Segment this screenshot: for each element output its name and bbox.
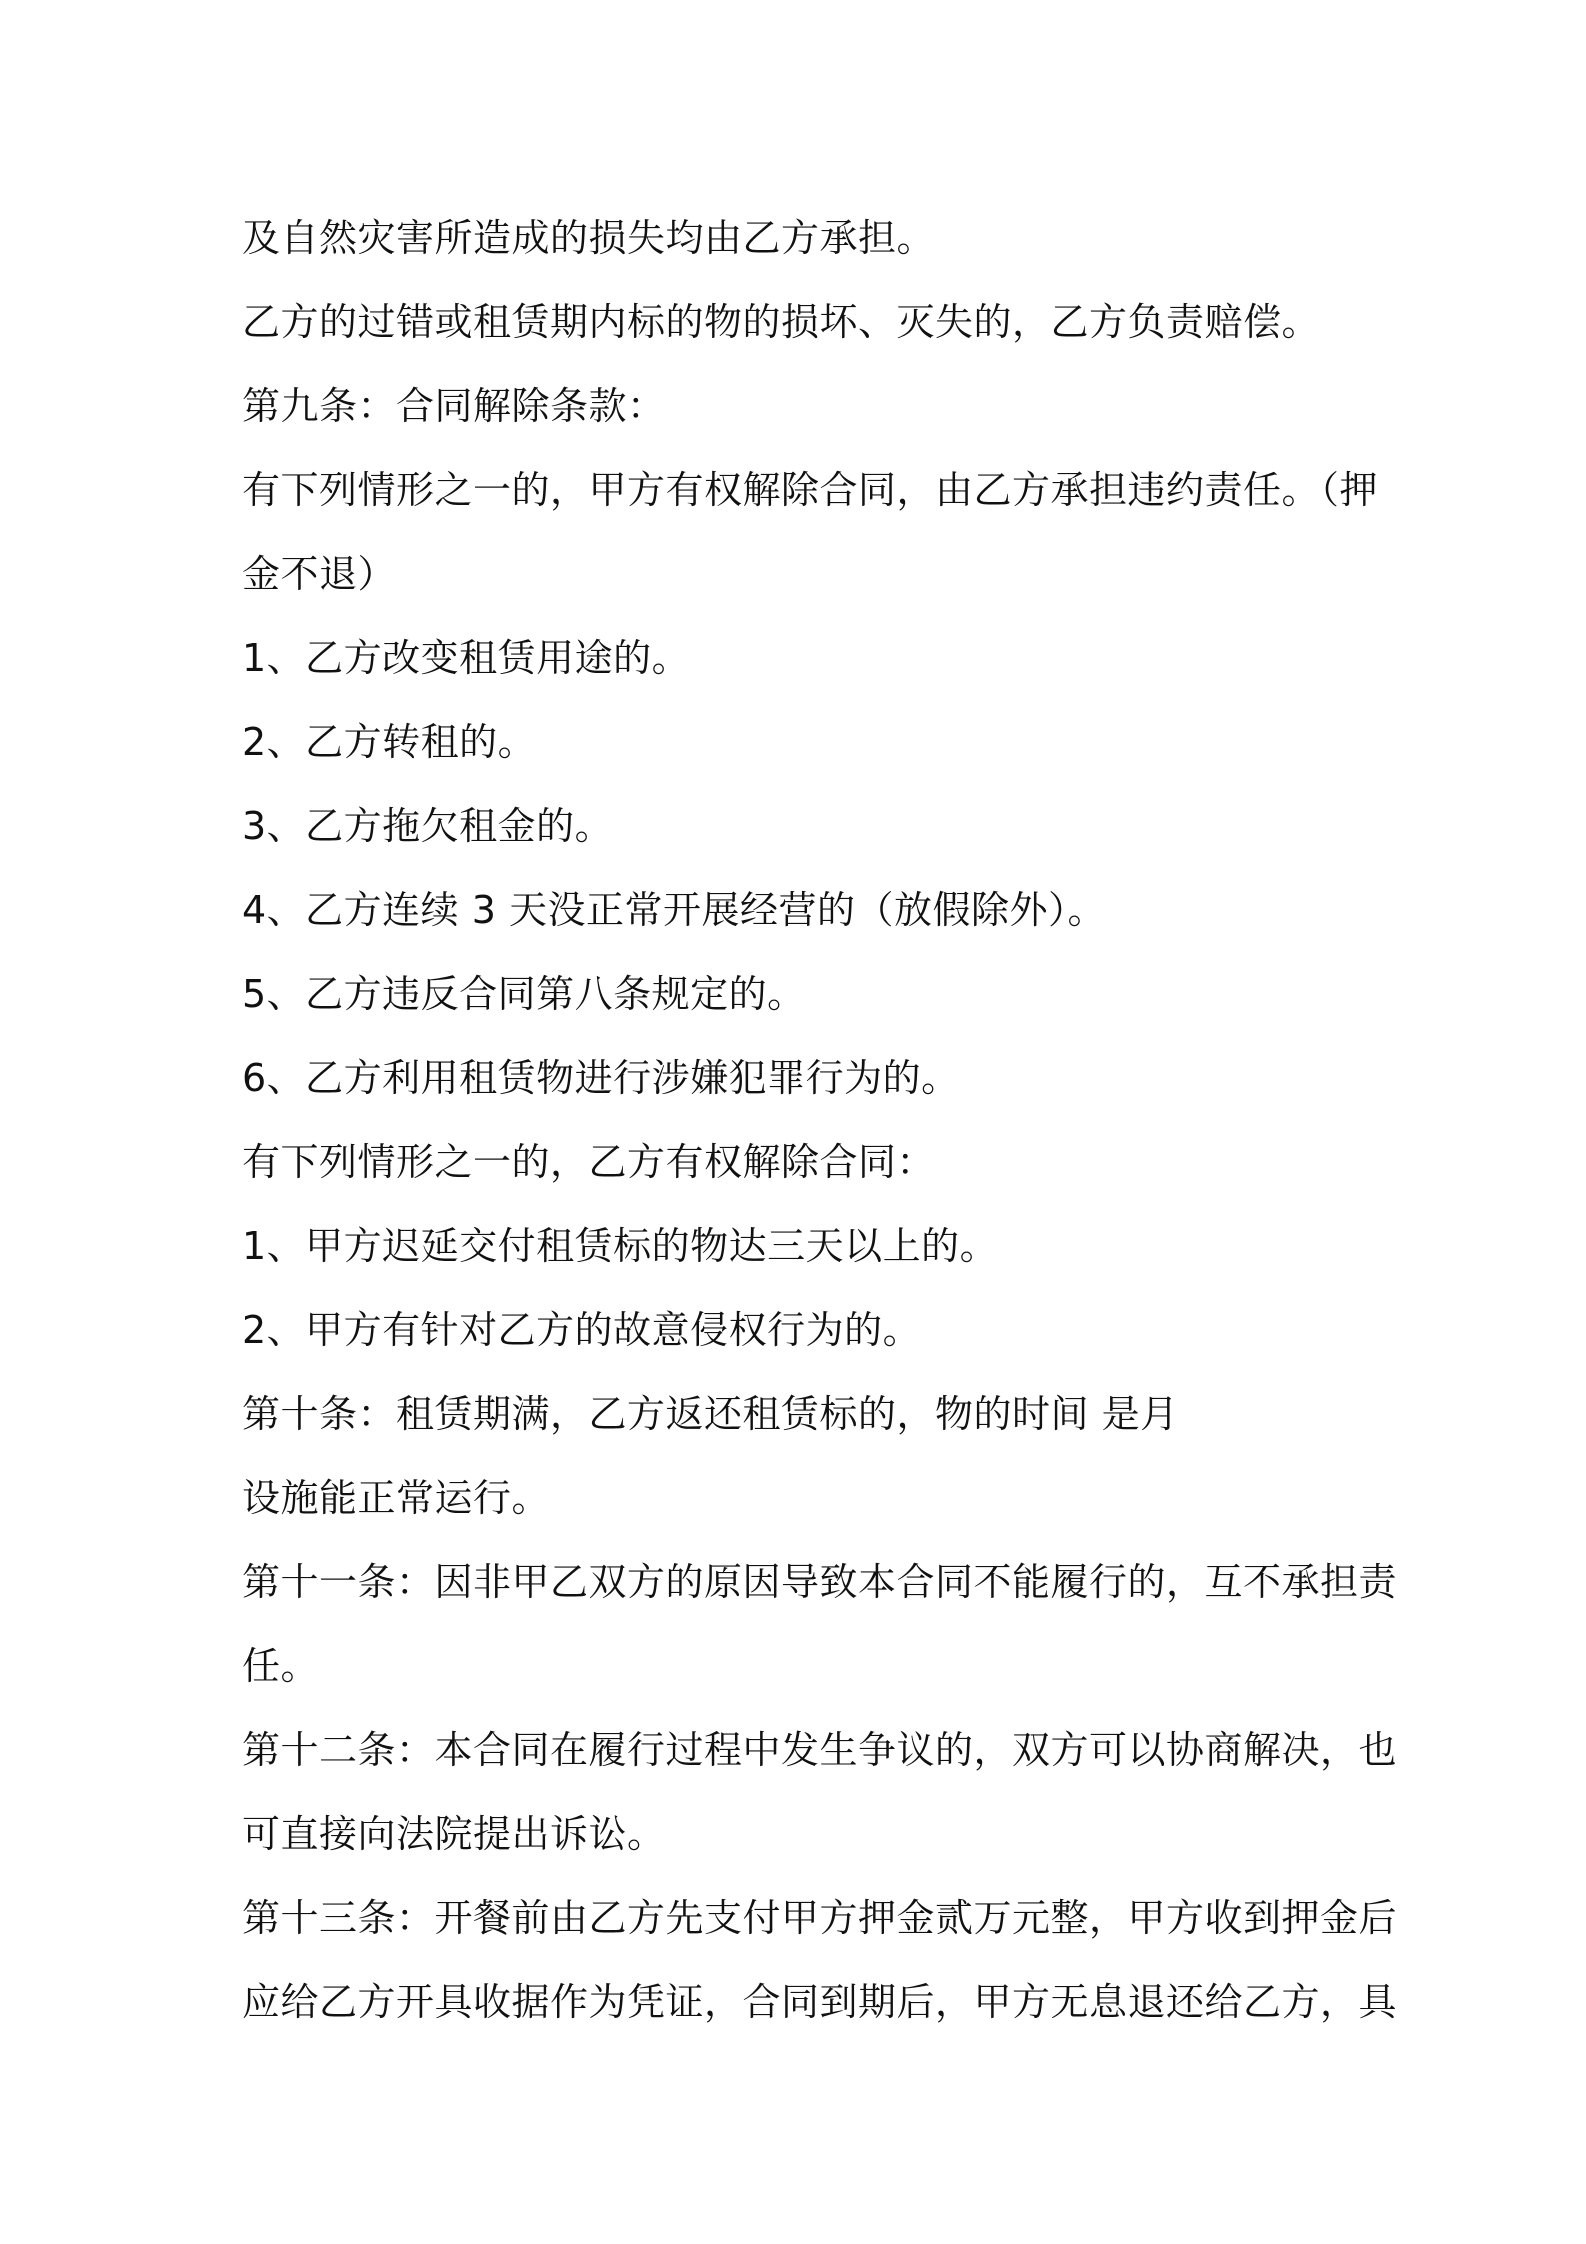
list-item: 3、乙方拖欠租金的。 (242, 804, 614, 848)
section-heading-9: 第九条：合同解除条款： (242, 384, 666, 428)
section-heading-11: 第十一条：因非甲乙双方的原因导致本合同不能履行的，互不承担责 (242, 1560, 1398, 1604)
list-item: 1、甲方迟延交付租赁标的物达三天以上的。 (242, 1224, 999, 1268)
list-item: 2、甲方有针对乙方的故意侵权行为的。 (242, 1308, 922, 1352)
text-line: 设施能正常运行。 (242, 1476, 551, 1520)
document-body (242, 196, 1398, 2044)
section-heading-12: 第十二条：本合同在履行过程中发生争议的，双方可以协商解决，也 (242, 1728, 1398, 1772)
list-item: 1、乙方改变租赁用途的。 (242, 636, 691, 680)
text-line: 乙方的过错或租赁期内标的物的损坏、灭失的，乙方负责赔偿。 (242, 300, 1321, 344)
list-item: 2、乙方转租的。 (242, 720, 537, 764)
text-line: 及自然灾害所造成的损失均由乙方承担。 (242, 216, 936, 260)
text-line: 有下列情形之一的，乙方有权解除合同： (242, 1140, 936, 1184)
text-line: 应给乙方开具收据作为凭证，合同到期后，甲方无息退还给乙方，具 (242, 1980, 1398, 2024)
text-line: 金不退） (242, 552, 397, 596)
text-line: 有下列情形之一的，甲方有权解除合同，由乙方承担违约责任。（押 (242, 468, 1379, 512)
text-line: 任。 (242, 1644, 320, 1688)
list-item: 5、乙方违反合同第八条规定的。 (242, 972, 806, 1016)
section-heading-13: 第十三条：开餐前由乙方先支付甲方押金贰万元整，甲方收到押金后 (242, 1896, 1398, 1940)
list-item: 4、乙方连续 3 天没正常开展经营的（放假除外）。 (242, 888, 1107, 932)
list-item: 6、乙方利用租赁物进行涉嫌犯罪行为的。 (242, 1056, 960, 1100)
section-heading-10: 第十条：租赁期满，乙方返还租赁标的，物的时间 是月 (242, 1392, 1179, 1436)
text-line: 可直接向法院提出诉讼。 (242, 1812, 666, 1856)
